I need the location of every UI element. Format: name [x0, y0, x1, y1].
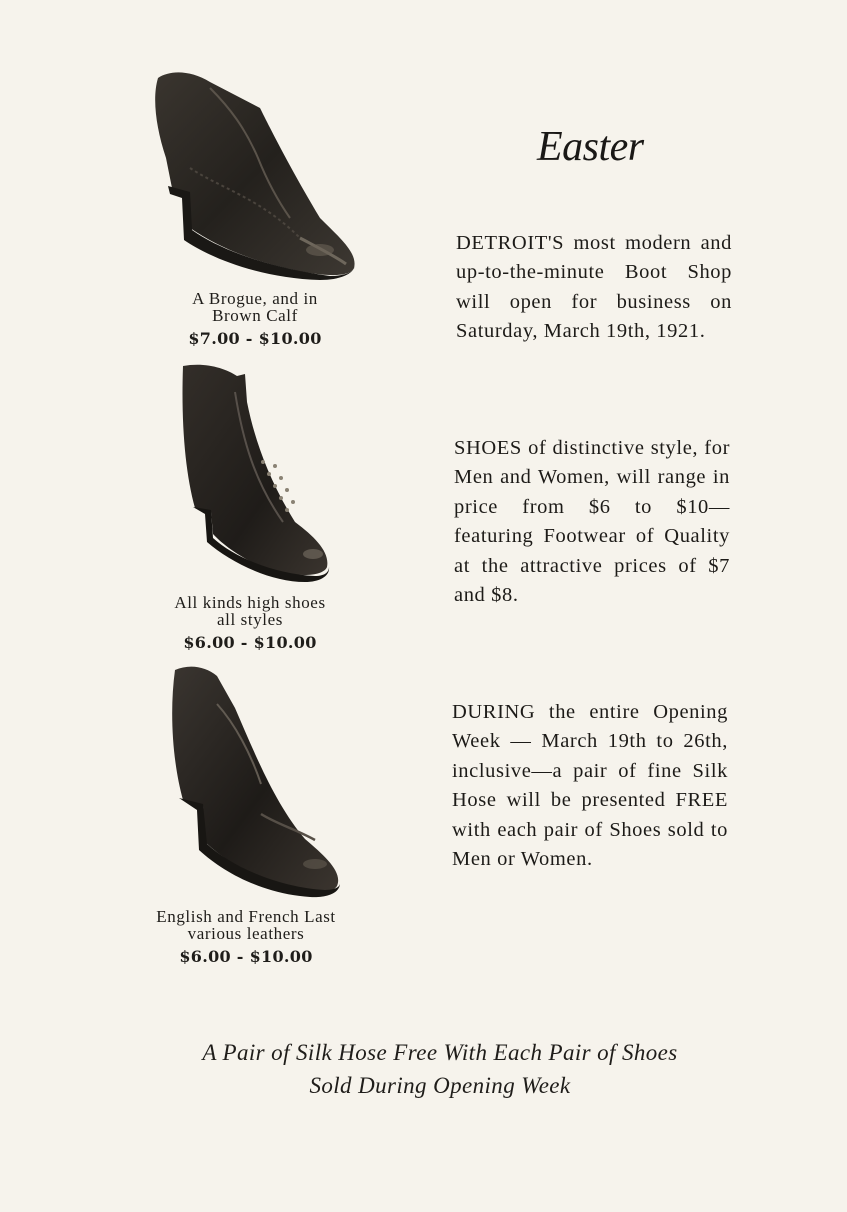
brogue-shoe-icon — [150, 68, 360, 283]
silk-hose-offer: DURING the entire Opening Week — March 19th to 26th, inclusive—a pair of fine Silk Hose will be presented FREE with each pair of Shoes sold to Men or Women. — [452, 701, 728, 871]
price-range: $7.00 - $10.00 — [188, 329, 322, 348]
caption-line: English and French Last — [156, 907, 336, 926]
product-caption-high-shoes — [125, 594, 375, 651]
caption-line: A Brogue, and in — [192, 289, 318, 308]
price-range: $6.00 - $10.00 — [179, 947, 313, 966]
caption-line: various leathers — [187, 924, 305, 943]
caption-line: all styles — [217, 610, 283, 629]
footer-line: Sold During Opening Week — [309, 1073, 571, 1098]
product-caption-english-french — [110, 908, 382, 965]
high-shoe-icon — [175, 362, 335, 584]
oxford-shoe-icon — [165, 664, 345, 899]
footer-line: A Pair of Silk Hose Free With Each Pair of Shoes — [202, 1040, 678, 1065]
price-range: $6.00 - $10.00 — [183, 633, 317, 652]
shoe-price-description: SHOES of distinctive style, for Men and Women, will range in price from $6 to $10—featuring Footwear of Quality at the attractive prices of $7 and $8. — [454, 437, 730, 607]
footer-slogan — [100, 1036, 780, 1102]
caption-line: All kinds high shoes — [174, 593, 326, 612]
product-caption-brogue — [150, 290, 360, 347]
opening-announcement: DETROIT'S most modern and up-to-the-minute Boot Shop will open for business on Saturday, March 19th, 1921. — [456, 232, 732, 343]
caption-line: Brown Calf — [212, 306, 298, 325]
page-title: Easter — [537, 124, 644, 170]
